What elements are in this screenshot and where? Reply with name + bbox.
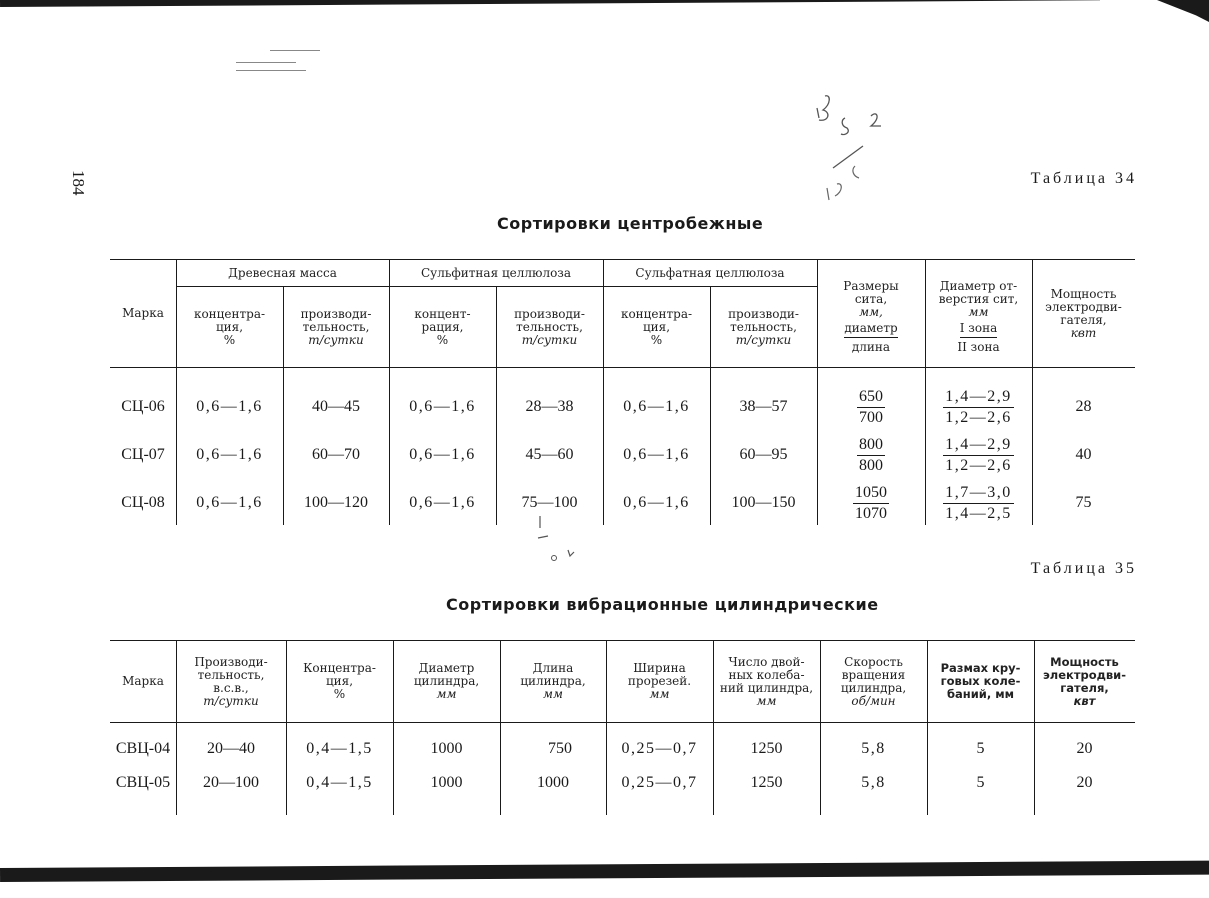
value-cell: 5 [976, 740, 985, 757]
header-sieve-size: Размеры сита, мм, диаметр длина [843, 278, 899, 354]
value-cell: 20—40 [207, 740, 255, 757]
marka-cell: СЦ-07 [121, 446, 165, 463]
header-hole-diameter: Диаметр от- верстия сит, мм I зона II зона [938, 278, 1019, 354]
header-concentration: концентра- ция, % [620, 306, 693, 347]
value-cell: 1000 [430, 774, 463, 791]
value-cell: 28 [1075, 398, 1092, 415]
value-cell: 40 [1075, 446, 1092, 463]
stray-mark [270, 50, 320, 51]
header-cylinder-diameter: Диаметр цилиндра, мм [413, 661, 480, 701]
table-35-label: Таблица 35 [1030, 560, 1137, 577]
fraction-cell: $\frac{1050}{1070}$ [855, 483, 887, 522]
value-cell: 20 [1076, 740, 1093, 757]
marka-cell: СВЦ-05 [115, 774, 171, 791]
header-marka: Марка [122, 306, 164, 320]
value-cell: 60—95 [739, 446, 788, 463]
fraction-cell: $\frac{650}{700}$ [859, 387, 883, 426]
header-productivity: производи- тельность, т/сутки [514, 306, 585, 347]
value-cell: 0,6—1,6 [196, 494, 263, 511]
value-cell: 1000 [537, 774, 569, 791]
value-cell: 100—150 [731, 494, 796, 511]
value-cell: 1000 [430, 740, 463, 757]
header-productivity: производи- тельность, т/сутки [300, 306, 372, 347]
table-34-label: Таблица 34 [1030, 170, 1137, 187]
value-cell: 60—70 [312, 446, 360, 463]
value-cell: 0,6—1,6 [196, 446, 263, 463]
value-cell: 0,25—0,7 [621, 774, 698, 791]
header-amplitude: Размах кру- говых коле- баний, мм [940, 661, 1021, 701]
page-number: 184 [69, 170, 88, 196]
value-cell: 45—60 [525, 446, 574, 463]
scan-corner [1157, 0, 1209, 22]
stray-mark [236, 70, 306, 71]
value-cell: 20 [1076, 774, 1093, 791]
scan-edge-top [0, 0, 1100, 7]
value-cell: 5 [976, 774, 985, 791]
marka-cell: СВЦ-04 [115, 740, 171, 757]
table-35-header-rule [110, 722, 1135, 723]
value-cell: 750 [548, 740, 572, 757]
fraction-cell: $\frac{1,4—2,9}{1,2—2,6}$ [945, 435, 1012, 474]
value-cell: 75—100 [521, 494, 578, 511]
stray-mark [236, 62, 296, 63]
header-group-sulfate: Сульфатная целлюлоза [635, 265, 785, 280]
value-cell: 5,8 [861, 774, 886, 791]
value-cell: 0,6—1,6 [623, 494, 690, 511]
header-productivity: производи- тельность, т/сутки [728, 306, 799, 347]
header-rotation-speed: Скорость вращения цилиндра, об/мин [840, 654, 907, 708]
fraction-cell: $\frac{1,4—2,9}{1,2—2,6}$ [945, 387, 1012, 426]
header-motor-power: Мощность электродви- гателя, квт [1042, 654, 1127, 708]
value-cell: 5,8 [861, 740, 886, 757]
value-cell: 20—100 [203, 774, 259, 791]
header-productivity: Производи- тельность, в.с.в., т/сутки [194, 654, 268, 708]
header-concentration: Концентра- ция, % [303, 661, 376, 701]
value-cell: 38—57 [739, 398, 788, 415]
header-group-wood-pulp: Древесная масса [228, 265, 337, 280]
value-cell: 0,4—1,5 [306, 774, 373, 791]
value-cell: 1250 [750, 774, 783, 791]
value-cell: 28—38 [525, 398, 574, 415]
value-cell: 0,6—1,6 [409, 398, 476, 415]
table-35-title: Сортировки вибрационные цилиндрические [446, 595, 879, 614]
header-concentration: концентра- ция, % [193, 306, 266, 347]
table-34-header-rule [110, 367, 1135, 368]
value-cell: 0,6—1,6 [409, 446, 476, 463]
header-marka: Марка [122, 674, 164, 688]
marka-cell: СЦ-08 [121, 494, 165, 511]
fraction-cell: $\frac{800}{800}$ [859, 435, 883, 474]
value-cell: 0,6—1,6 [409, 494, 476, 511]
value-cell: 1250 [750, 740, 783, 757]
table-34-title: Сортировки центробежные [497, 214, 764, 233]
value-cell: 100—120 [304, 494, 368, 511]
header-cylinder-length: Длина цилиндра, мм [520, 661, 586, 701]
header-slot-width: Ширина прорезей. мм [627, 661, 692, 701]
value-cell: 75 [1075, 494, 1092, 511]
fraction-cell: $\frac{1,7—3,0}{1,4—2,5}$ [945, 483, 1012, 522]
value-cell: 0,4—1,5 [306, 740, 373, 757]
pencil-doodle [805, 88, 895, 208]
value-cell: 0,25—0,7 [621, 740, 698, 757]
header-motor-power: Мощность электродви- гателя, квт [1045, 286, 1122, 340]
header-group-sulfite: Сульфитная целлюлоза [420, 265, 572, 280]
value-cell: 0,6—1,6 [623, 398, 690, 415]
value-cell: 40—45 [312, 398, 360, 415]
value-cell: 0,6—1,6 [623, 446, 690, 463]
value-cell: 0,6—1,6 [196, 398, 263, 415]
scan-edge-bottom [0, 861, 1209, 882]
header-concentration: концент- рация, % [414, 306, 471, 347]
header-double-oscillations: Число двой- ных колеба- ний цилиндра, мм [719, 654, 814, 708]
marka-cell: СЦ-06 [121, 398, 165, 415]
